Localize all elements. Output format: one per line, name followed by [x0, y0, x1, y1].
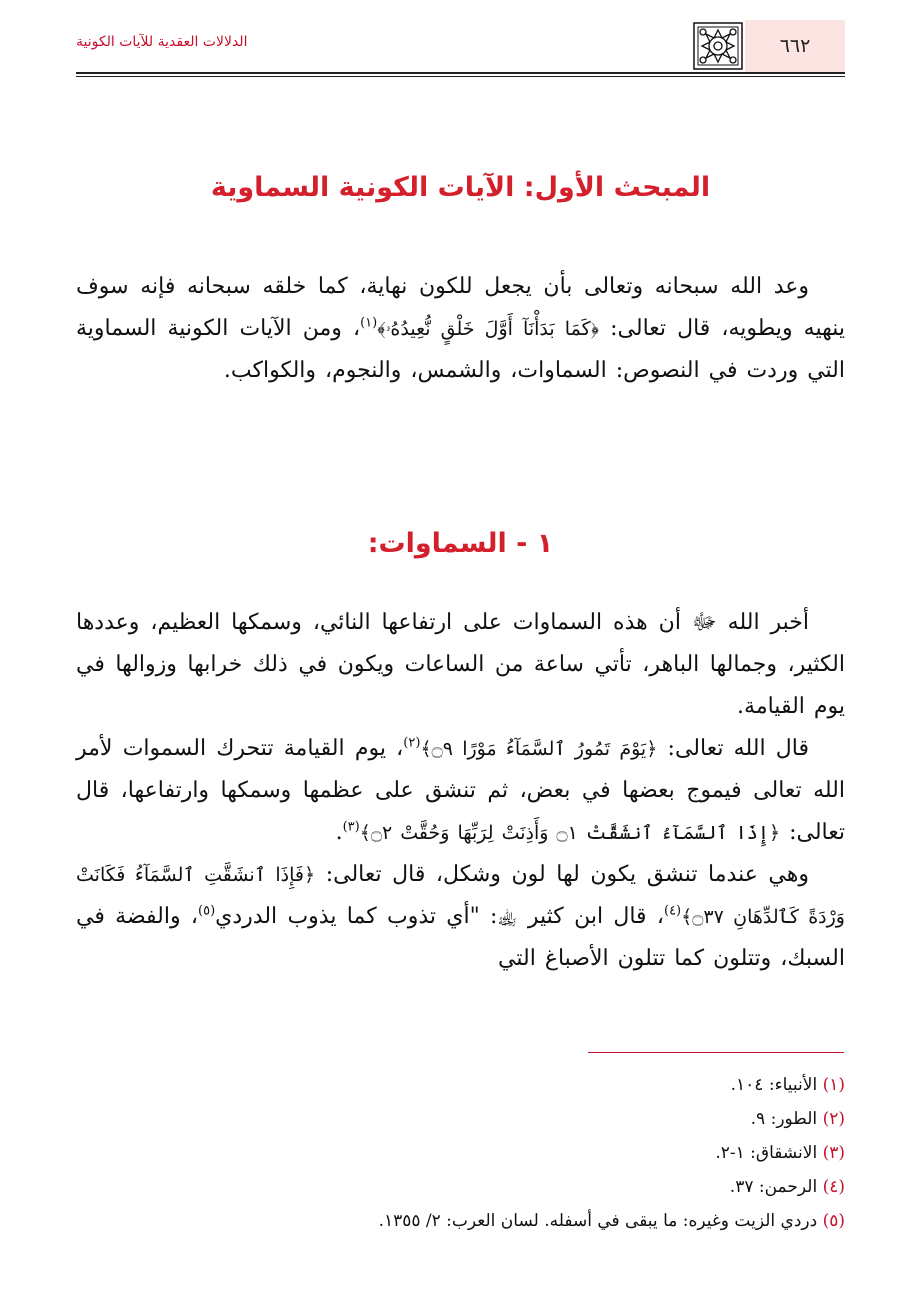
text: ، والفضة في السبك، وتتلون كما تتلون الأصباغ التي [76, 904, 845, 971]
running-title: الدلالات العقدية للآيات الكونية [76, 34, 248, 50]
footnote [76, 1204, 845, 1238]
quran-verse: ﴿فَإِذَا ٱنشَقَّتِ ٱلسَّمَآءُ فَكَانَتْ وَرْدَةً كَٱلدِّهَانِ ۝٣٧﴾ [76, 864, 845, 928]
footnote-number: (٥) [822, 1211, 845, 1231]
footnote-text: الأنبياء: ١٠٤. [730, 1075, 818, 1095]
text: . [335, 820, 343, 845]
section-heading: المبحث الأول: الآيات الكونية السماوية [210, 172, 711, 203]
footnote-rule [588, 1052, 844, 1053]
subsection-heading: ١ - السماوات: [367, 528, 554, 559]
header-rule-thin [76, 76, 845, 77]
footnote [76, 1136, 845, 1170]
paragraph-intro [76, 266, 845, 392]
footnote-number: (١) [822, 1075, 845, 1095]
footnote-ref: (٥) [198, 903, 216, 919]
quran-verse: ﴿كَمَا بَدَأْنَآ أَوَّلَ خَلْقٍ نُّعِيدُهُۥ﴾ [377, 318, 600, 340]
text: ، ومن الآيات الكونية السماوية التي وردت في النصوص: السماوات، والشمس، والنجوم، والكواكب. [76, 316, 845, 383]
footnote [76, 1170, 845, 1204]
footnotes [76, 1068, 845, 1238]
footnote-ref: (٣) [342, 819, 360, 835]
text: أخبر الله ﷻ أن هذه السماوات على ارتفاعها النائي، وسمكها العظيم، وعددها الكثير، وجمالها الباهر، تأتي ساعة من الساعات ويكون في ذلك خرابها وزوالها في يوم القيامة. [76, 610, 845, 719]
text: وهي عندما تنشق يكون لها لون وشكل، قال تعالى: [315, 862, 809, 887]
quran-verse: ﴿يَوْمَ تَمُورُ ٱلسَّمَآءُ مَوْرًا ۝٩﴾ [420, 738, 658, 760]
text: وعد الله سبحانه وتعالى بأن يجعل للكون نهاية، كما خلقه سبحانه فإنه سوف ينهيه ويطويه، قال تعالى: [76, 274, 845, 341]
header-rule [76, 72, 845, 74]
quran-verse: ﴿إِذَا ٱلسَّمَآءُ ٱنشَقَّتْ ۝١ وَأَذِنَتْ لِرَبِّهَا وَحُقَّتْ ۝٢﴾ [359, 822, 781, 844]
footnote-text: الطور: ٩. [750, 1109, 818, 1129]
paragraph-heavens [76, 602, 845, 728]
paragraph-color [76, 854, 845, 980]
footnote-text: الانشقاق: ١-٢. [715, 1143, 818, 1163]
footnote-number: (٣) [822, 1143, 845, 1163]
text: قال الله تعالى: [657, 736, 810, 761]
page-header [76, 20, 845, 72]
footnote-text: دردي الزيت وغيره: ما يبقى في أسفله. لسان العرب: ٢/ ١٣٥٥. [378, 1211, 818, 1231]
footnote [76, 1068, 845, 1102]
footnote-ref: (١) [360, 315, 378, 331]
footnote-number: (٢) [822, 1109, 845, 1129]
footnote-text: الرحمن: ٣٧. [729, 1177, 818, 1197]
footnote [76, 1102, 845, 1136]
paragraph-verses [76, 728, 845, 854]
footnote-ref: (٢) [403, 735, 421, 751]
text: ، يوم القيامة تتحرك السموات لأمر الله تعالى فيموج بعضها في بعض، ثم تنشق على عظمها وسمكها وارتفاعها، قال تعالى: [76, 736, 845, 845]
footnote-number: (٤) [822, 1177, 845, 1197]
text: ، قال ابن كثير ﵀: "أي تذوب كما يذوب الدردي [215, 904, 664, 929]
ornament-icon [693, 22, 743, 70]
footnote-ref: (٤) [663, 903, 682, 919]
page-number: ٦٦٢ [745, 20, 845, 72]
